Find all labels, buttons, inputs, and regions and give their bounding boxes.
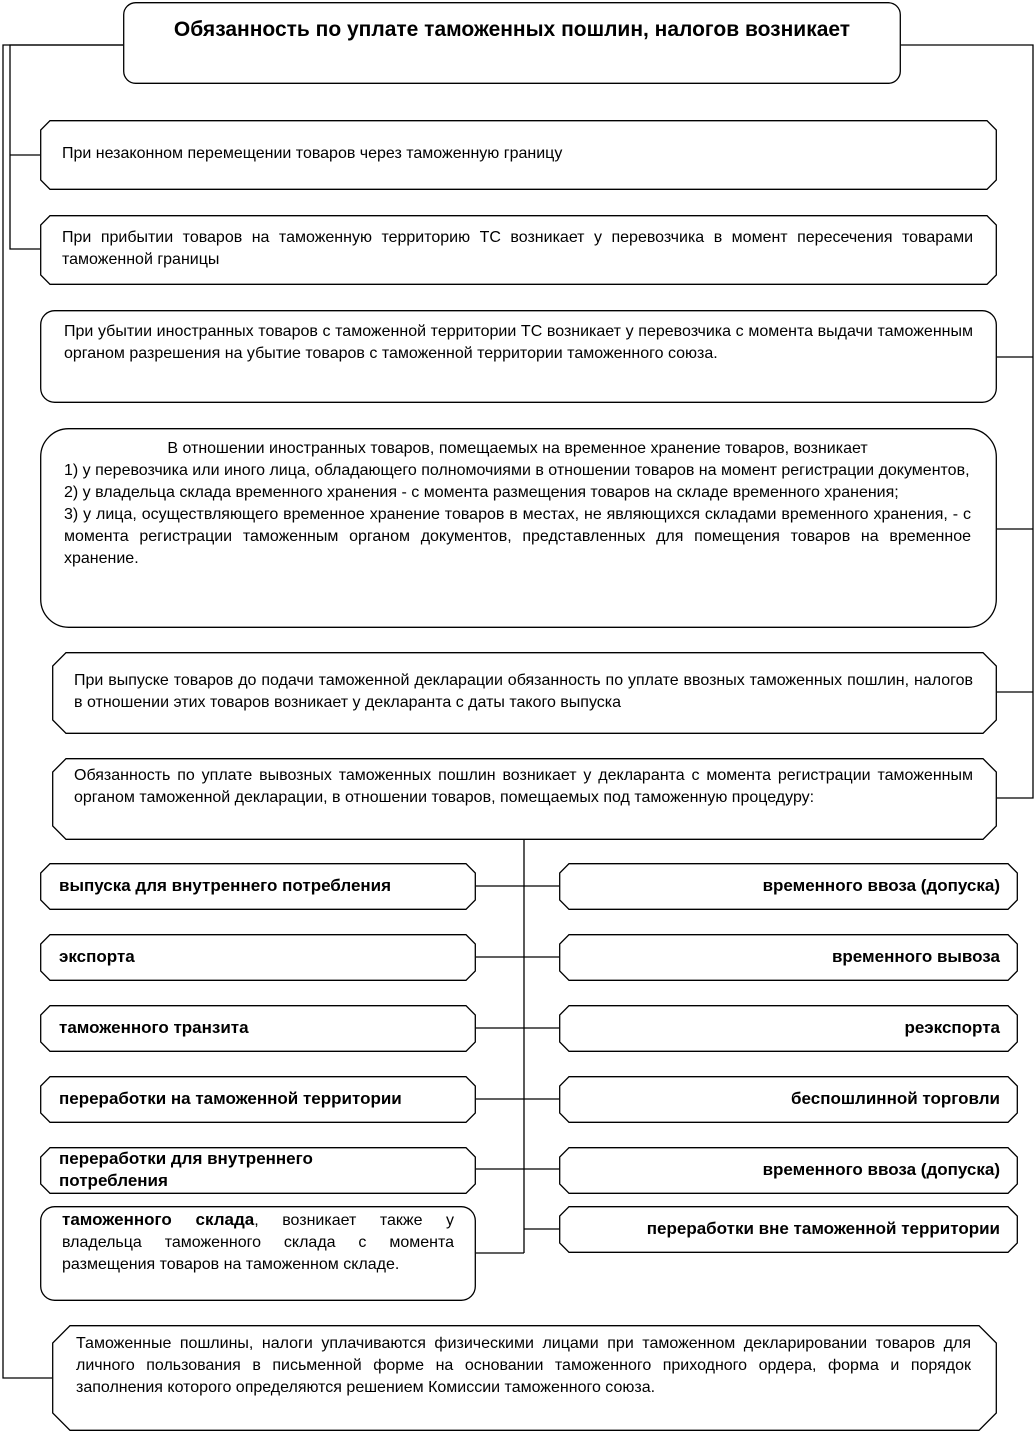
procedure-left-4-label: переработки на таможенной территории [59, 1089, 402, 1108]
warehouse-bold-label: таможенного склада [62, 1210, 255, 1229]
procedure-warehouse [40, 1206, 476, 1301]
procedure-right-5-label: временного ввоза (допуска) [762, 1160, 1000, 1179]
procedure-right-5 [559, 1147, 1018, 1194]
procedure-right-2 [559, 934, 1018, 981]
page-title: Обязанность по уплате таможенных пошлин, налогов возникает [173, 18, 851, 41]
case-arrival-text: При прибытии товаров на таможенную территорию ТС возникает у перевозчика в момент пересечения товарами таможенной границы [62, 229, 973, 268]
case-illegal-movement [40, 120, 997, 190]
procedure-right-6-label: переработки вне таможенной территории [646, 1219, 1000, 1238]
temp-storage-item-3: 3) у лица, осуществляющего временное хранение товаров в местах, не являющихся складами временного хранения, - с момента регистрации таможенным органом документов, представленных для помещения товаров на временное хранение. [64, 506, 971, 567]
case-export-duties-text: Обязанность по уплате вывозных таможенных пошлин возникает у декларанта с момента регистрации таможенным органом таможенной декларации, в отношении товаров, помещаемых под таможенную процедуру: [74, 767, 973, 806]
procedure-left-1-label: выпуска для внутреннего потребления [59, 876, 392, 895]
procedure-right-6 [559, 1206, 1018, 1253]
procedure-left-3 [40, 1005, 476, 1052]
procedure-left-3-label: таможенного транзита [59, 1018, 249, 1037]
procedure-left-4 [40, 1076, 476, 1123]
procedure-left-2 [40, 934, 476, 981]
case-illegal-movement-text: При незаконном перемещении товаров через таможенную границу [62, 145, 563, 162]
procedure-right-1 [559, 863, 1018, 910]
procedure-left-5 [40, 1147, 476, 1194]
case-departure [40, 310, 997, 403]
case-release-text: При выпуске товаров до подачи таможенной декларации обязанность по уплате ввозных таможенных пошлин, налогов в отношении этих товаров возникает у декларанта с даты такого выпуска [74, 672, 973, 711]
case-personal-use [52, 1325, 997, 1431]
procedure-left-5-label: переработки для внутреннего потребления [59, 1149, 313, 1190]
case-temp-storage [40, 428, 997, 628]
procedure-right-3-label: реэкспорта [904, 1018, 1000, 1037]
procedure-right-1-label: временного ввоза (допуска) [762, 876, 1000, 895]
procedure-right-3 [559, 1005, 1018, 1052]
case-personal-use-text: Таможенные пошлины, налоги уплачиваются физическими лицами при таможенном декларировании товаров для личного пользования в письменной форме на основании таможенного приходного ордера, форма и порядок заполнения которого определяются решением Комиссии таможенного союза. [76, 1335, 971, 1396]
procedure-left-1 [40, 863, 476, 910]
case-release-before-declaration [52, 652, 997, 734]
temp-storage-item-1: 1) у перевозчика или иного лица, обладающего полномочиями в отношении товаров на момент регистрации документов, [64, 462, 970, 479]
warehouse-rest-text: , возникает также у владельца таможенного склада с момента размещения товаров на таможенном складе. [62, 1212, 454, 1273]
procedure-right-4-label: беспошлинной торговли [791, 1089, 1000, 1108]
title-box [123, 2, 901, 84]
temp-storage-item-2: 2) у владельца склада временного хранения - с момента размещения товаров на складе временного хранения; [64, 484, 899, 501]
procedure-right-2-label: временного вывоза [831, 947, 1000, 966]
temp-storage-heading: В отношении иностранных товаров, помещаемых на временное хранение товаров, возникает [167, 440, 868, 457]
procedure-warehouse-text [40, 1206, 476, 1276]
case-export-duties [52, 758, 997, 840]
procedure-right-4 [559, 1076, 1018, 1123]
case-arrival [40, 215, 997, 285]
case-departure-text: При убытии иностранных товаров с таможенной территории ТС возникает у перевозчика с момента выдачи таможенным органом разрешения на убытие товаров с таможенной территории таможенного союза. [64, 323, 973, 362]
procedure-left-2-label: экспорта [59, 947, 135, 966]
